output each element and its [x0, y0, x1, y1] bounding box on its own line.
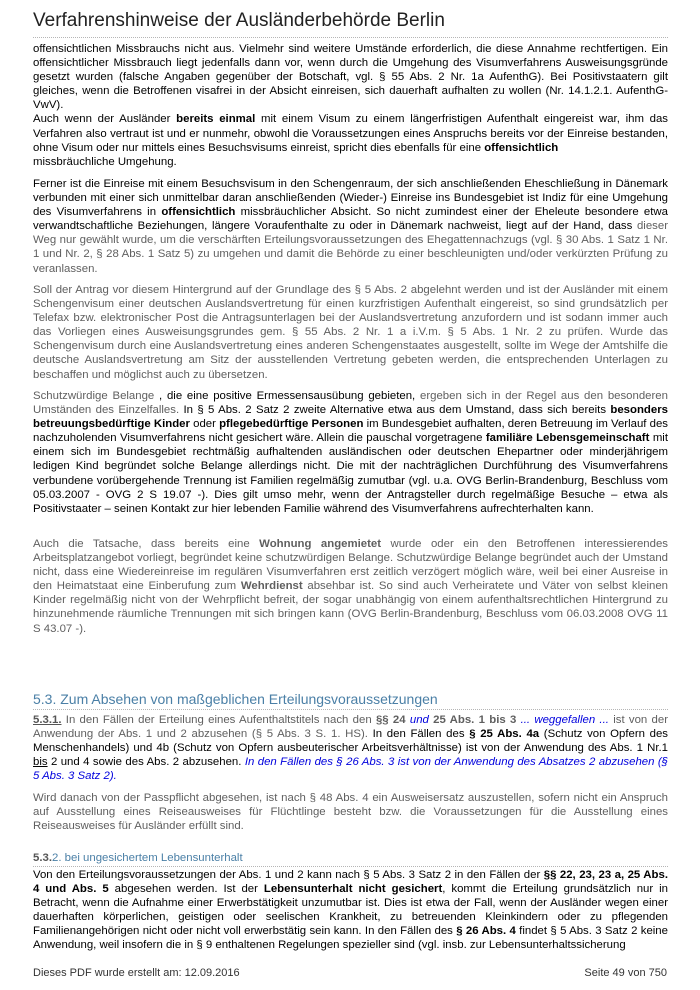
- underlined-run: bis: [33, 756, 48, 769]
- text-run: absehbar ist. So sind auch Verheiratete und Väter von selbst kleinen Kinder regelmäßig nicht von der Wehrpflicht befreit, der sogar unabhängig von einem aufenthaltsrechtlichen Hintergrund zu hinzunehmende räumliche Trennungen mit sich bringen kann (OVG Berlin-Brandenburg, Beschluss vom 06.03.2008 OVG 11 S 43.07 -).: [33, 580, 668, 635]
- text-run: Von den Erteilungsvoraussetzungen der Abs. 1 und 2 kann nach § 5 Abs. 3 Satz 2 in den Fällen der: [33, 869, 544, 881]
- text-run: wurde oder ein den Betroffenen interessierendes Arbeitsplatzangebot vorliegt, begründet keine schutzwürdigen Belange. Schutzwürdige Belange begründet auch der Umstand nicht, dass eine Wiedereinreise im regulären Visumverfahren erst zeitlich verzögert möglich wäre, weil bei einer Ausreise in den Heimatstaat eine Einberufung zum: [33, 538, 669, 593]
- paragraph-passpflicht: [33, 791, 668, 833]
- text-run: Ferner ist die Einreise mit einem Besuchsvisum in den Schengenraum, der sich anschließenden Eheschließung in Dänemark verbunden mit einer sich unmittelbar daran anschließenden (Wieder-) Einreise ins Bundesgebiet ist Indiz für eine Umgehung des Visumverfahrens in: [33, 178, 668, 219]
- text-run: , kommt die Erteilung grundsätzlich nur in Betracht, wenn die Aufnahme einer Erwerbstätigkeit unzumutbar ist. Dies ist etwa der Fall, wenn der Ausländer wegen einer dauerhaften körperlichen, geistigen oder seelischen Krankheit, zu betreuenden Kleinkindern oder zu pflegenden Familienangehörigen nicht oder nicht voll erwerbstätig sein kann. In den Fällen des: [33, 883, 668, 938]
- gray-run: ergeben sich in der Regel aus den besonderen Umständen des Einzelfalles.: [33, 390, 668, 417]
- text-run: missbräuchliche Umgehung.: [33, 155, 177, 168]
- text-run: missbräuchlicher Absicht. So nicht zumindest einer der Eheleute besondere etwa verwandtschaftliche Beziehungen, längere Voraufenthalte zu oder in Dänemark nachweist, liegt auf der Hand, dass: [33, 206, 668, 233]
- bold-run: offensichtlich: [161, 206, 236, 219]
- bold-run: bereits einmal: [176, 113, 256, 126]
- page-header-title: Verfahrenshinweise der Ausländerbehörde Berlin: [33, 10, 445, 31]
- paragraph-lebensunterhalt: [33, 868, 668, 953]
- bold-run: Wehrdienst: [240, 580, 303, 593]
- footer-created-date: Dieses PDF wurde erstellt am: 12.09.2016: [33, 967, 240, 979]
- bold-run: pflegebedürftige Personen: [219, 418, 364, 431]
- paragraph-daenemark: [33, 177, 668, 276]
- paragraph-5-3-1: [33, 713, 668, 783]
- section-heading: 5.3. Zum Absehen von maßgeblichen Erteilungsvoraussetzungen: [33, 691, 438, 707]
- blue-run: In den Fällen des § 26 Abs. 3 ist von der Anwendung des Absatzes 2 abzusehen (§ 5 Abs. 3 Satz 2).: [33, 756, 668, 783]
- paragraph-schengenvisum: [33, 283, 668, 382]
- gray-run: Schutzwürdige Belange: [33, 390, 160, 402]
- bold-run: § 25 Abs. 4a: [469, 728, 540, 741]
- gray-run: In den Fällen der Erteilung eines Aufenthaltstitels nach den: [61, 714, 376, 726]
- text-run: im Bundesgebiet aufhalten, deren Betreuung im Verlauf des nachzuholenden Visumverfahrens nicht gesichert wäre. Allein die pauschal vorgetragene: [33, 418, 668, 445]
- section-divider: [33, 709, 668, 710]
- text-run: mit einem sich im Bundesgebiet rechtmäßig aufhaltenden ausländischen oder deutschen Ehepartner oder minderjährigem ledigen Kind begründet solche Belange allerdings nicht. Die mit der nachträglichen Durchführung des Visumverfahrens verbundene vorübergehende Trennung ist Familien regelmäßig zumutbar (vgl. u.a. OVG Berlin-Brandenburg, Beschluss vom 05.03.2007 - OVG 2 S 19.07 -). Dies gilt umso mehr, wenn der Antragsteller durch regelmäßige Besuche – etwa als Positivstaater – seinen Kontakt zur hier lebenden Familie während des Visumverfahrens aufrechterhalten kann.: [33, 432, 668, 515]
- bold-run: §§ 24: [375, 714, 406, 726]
- subsection-number: 5.3.: [33, 852, 52, 864]
- blue-run: und: [405, 714, 434, 726]
- bold-run: besonders betreuungsbedürftige Kinder: [33, 404, 668, 431]
- text-run: offensichtlichen Missbrauchs nicht aus. Vielmehr sind weitere Umstände erforderlich, die diese Annahme rechtfertigen. Ein offensichtlicher Missbrauch liegt jedenfalls dann vor, wenn durch die Umgehung des Visumverfahrens Ausweisungsgründe gesetzt wurden (falsche Angaben gegenüber der Botschaft, vgl. § 55 Abs. 2 Nr. 1a AufenthG). Bei Positivstaatern gilt gleiches, wenn die Betroffenen visafrei in der Absicht einreisen, sich dauerhaft aufhalten zu wollen (Nr. 14.1.2.1. AufenthG-VwV).: [33, 43, 668, 112]
- text-run: Soll der Antrag vor diesem Hintergrund auf der Grundlage des § 5 Abs. 2 abgelehnt werden und ist der Ausländer mit einem Schengenvisum einer deutschen Auslandsvertretung für einen kurzfristigen Aufenthalt eingereist, so sind grundsätzlich per Telefax bzw. elektronischer Post die Antragsunterlagen bei der Auslandsvertretung anzufordern und ist sodann immer auch das Vorliegen eines Ausweisungsgrundes gem. § 55 Abs. 2 Nr. 1 a i.V.m. § 5 Abs. 1 Nr. 2 zu prüfen. Wurde das Schengenvisum durch eine Auslandsvertretung eines anderen Schengenstaates ausgestellt, sollte im Wege der Amtshilfe die deutsche Auslandsvertretung am Sitz der ausstellenden Vertretung gebeten werden, die entsprechenden Unterlagen zu beschaffen und möglichst auch zu übersetzen.: [33, 284, 668, 381]
- text-run: In § 5 Abs. 2 Satz 2 zweite Alternative etwa aus dem Umstand, dass sich bereits: [179, 404, 611, 417]
- bold-run: familiäre Lebensgemeinschaft: [485, 432, 650, 445]
- subsection-divider: [33, 866, 668, 867]
- bold-run: offensichtlich: [484, 141, 559, 154]
- bold-run: Lebensunterhalt nicht gesichert: [263, 883, 443, 896]
- text-run: Auch die Tatsache, dass bereits eine: [33, 538, 260, 550]
- subsection-title: 2. bei ungesichertem Lebensunterhalt: [52, 852, 243, 864]
- paragraph-wohnung-wehrdienst: [33, 537, 668, 636]
- footer-page-number: Seite 49 von 750: [584, 967, 667, 979]
- text-run: abgesehen werden. Ist der: [108, 883, 264, 896]
- bold-run: §§ 22, 23, 23 a, 25 Abs. 4 und Abs. 5: [33, 869, 668, 896]
- blue-run: ... weggefallen ...: [516, 714, 609, 726]
- bold-run: 25 Abs. 1 bis 3: [433, 714, 517, 726]
- paragraph-missbrauch: [33, 42, 668, 169]
- section-number: 5.3.1.: [33, 714, 62, 726]
- bold-run: § 26 Abs. 4: [456, 925, 516, 938]
- header-divider: [33, 37, 668, 38]
- subsection-heading: [33, 851, 668, 865]
- text-run: (Schutz von Opfern des Menschenhandels) und 4b (Schutz von Opfern ausbeuterischer Arbeitsverhältnisse) ist von der Anwendung des Abs. 1 Nr.1: [33, 728, 668, 755]
- text-run: findet § 5 Abs. 3 Satz 2 keine Anwendung, weil insofern die in § 9 enthaltenen Regelungen spezieller sind (vgl. insb. zur Lebensunterhaltssicherung: [33, 925, 668, 952]
- paragraph-schutzwuerdige-belange: [33, 389, 668, 516]
- text-run: Auch wenn der Ausländer: [33, 113, 177, 126]
- text-run: , die eine positive Ermessensausübung gebieten,: [159, 390, 416, 402]
- bold-run: Wohnung angemietet: [259, 538, 382, 550]
- text-run: mit einem Visum zu einem längerfristigen Aufenthalt eingereist war, ihm das Verfahren also vertraut ist und er nunmehr, obwohl die Voraussetzungen eines Anspruchs bereits vor der Einreise bestanden, ohne Visum oder nur mittels eines Besuchsvisums einreist, spricht dies ebenfalls für eine: [33, 113, 669, 154]
- gray-run: ist von der Anwendung der Abs. 1 und 2 abzusehen (§ 5 Abs. 3 S. 1. HS).: [33, 714, 668, 741]
- text-run: In den Fällen des: [367, 728, 470, 741]
- text-run: 2 und 4 sowie des Abs. 2 abzusehen.: [47, 756, 242, 769]
- text-run: oder: [189, 418, 220, 431]
- gray-run: dieser Weg nur gewählt wurde, um die verschärften Erteilungsvoraussetzungen des Ehegattennachzugs (vgl. § 30 Abs. 1 Satz 1 Nr. 1 und Nr. 2, § 28 Abs. 1 Satz 5) zu umgehen und damit die Behörde zu einer beschleunigten und/oder verkürzten Prüfung zu veranlassen.: [33, 220, 668, 275]
- text-run: Wird danach von der Passpflicht abgesehen, ist nach § 48 Abs. 4 ein Ausweisersatz auszustellen, sofern nicht ein Anspruch auf Ausstellung eines Reiseausweises für Flüchtlinge besteht bzw. die Voraussetzungen für die Ausstellung eines Reiseausweises für Ausländer erfüllt sind.: [33, 792, 668, 833]
